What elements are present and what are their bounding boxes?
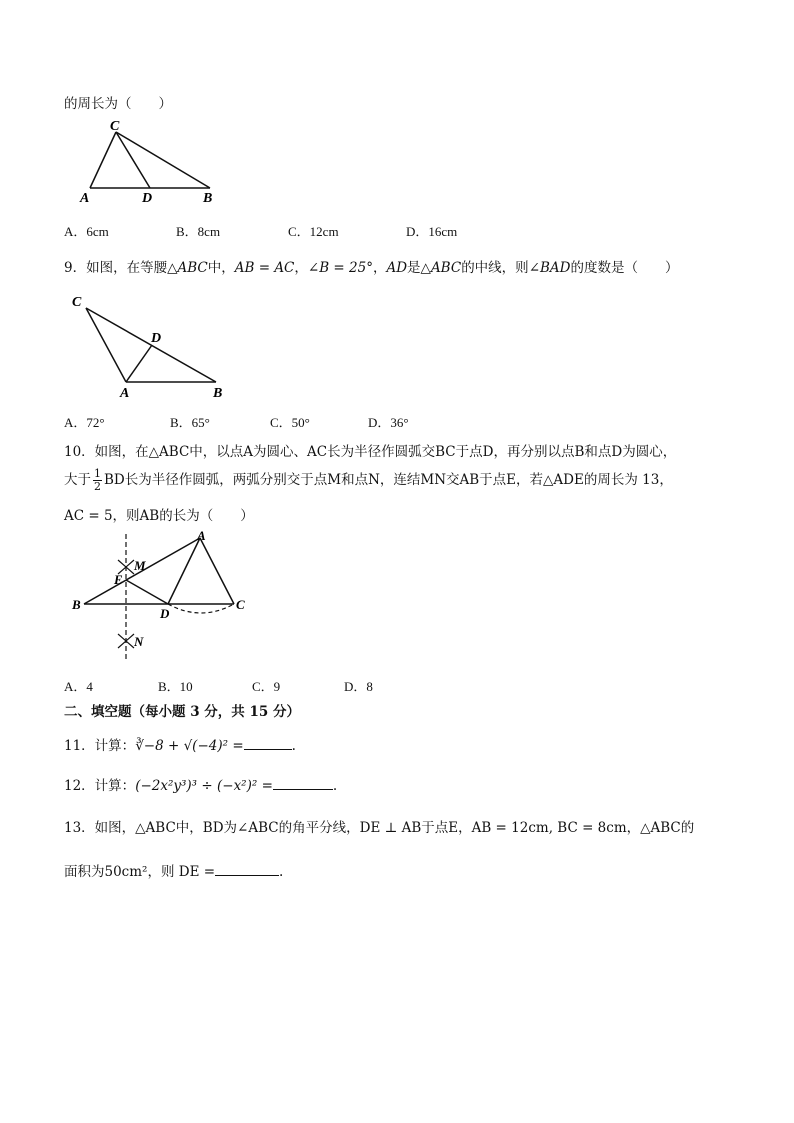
q9-label-b: B: [213, 386, 223, 401]
q8-label-b: B: [203, 191, 213, 206]
q9-label-a: A: [120, 386, 130, 401]
q8-figure: [70, 116, 230, 208]
q10-label-a: A: [197, 530, 206, 543]
q9-label-c: C: [72, 295, 82, 310]
q10-figure: [66, 530, 256, 665]
q8-label-c: C: [110, 119, 120, 134]
q11: 11．计算：∛−8 + √(−4)² = .: [64, 738, 296, 754]
q10-fraction: $\frac{1}{2}$: [94, 467, 101, 493]
q12: 12．计算：(−2x²y³)³ ÷ (−x²)² = .: [64, 778, 338, 794]
q11-answer-blank[interactable]: [244, 737, 292, 750]
q8-label-a: A: [80, 191, 90, 206]
q9-option-a: A．72°: [64, 415, 105, 430]
q10-stem-line1: 10．如图，在△ABC中，以点A为圆心、AC长为半径作圆弧交BC于点D，再分别以点B和点D为圆心，: [64, 444, 677, 460]
q10-label-e: E: [114, 572, 123, 587]
q10-stem-line2: 大于 $\frac{1}{2}$ BD长为半径作圆弧，两弧分别交于点M和点N，连结MN交AB于点E，若△ADE的周长为 13，: [64, 467, 673, 493]
q10-label-c: C: [236, 597, 245, 612]
q13-line2: 面积为50cm²，则 DE = .: [64, 864, 284, 880]
q9-figure: [68, 290, 238, 402]
q13-line1: 13．如图，△ABC中，BD为∠ABC的角平分线，DE ⊥ AB于点E，AB = 12cm, BC = 8cm，△ABC的: [64, 820, 695, 836]
q10-label-b: B: [72, 597, 81, 612]
q8-option-a: A．6cm: [64, 224, 109, 239]
q8-stem-tail: 的周长为（ ）: [64, 96, 172, 112]
q9-option-d: D．36°: [368, 415, 409, 430]
q13-answer-blank[interactable]: [215, 863, 279, 876]
q11-expression: ∛−8 + √(−4)² =: [135, 738, 244, 754]
q10-option-c: C．9: [252, 679, 281, 694]
q8-option-b: B．8cm: [176, 224, 221, 239]
q10-label-d: D: [160, 606, 170, 621]
q10-option-d: D．8: [344, 679, 373, 694]
q9-option-b: B．65°: [170, 415, 210, 430]
q8-option-d: D．16cm: [406, 224, 458, 239]
section-title-fill-in: 二、填空题（每小题 3 分，共 15 分）: [64, 704, 300, 720]
q10-stem-line3: AC = 5，则AB的长为（ ）: [64, 508, 254, 524]
q10-label-n: N: [134, 634, 144, 649]
q12-answer-blank[interactable]: [273, 777, 333, 790]
q9-option-c: C．50°: [270, 415, 310, 430]
q12-expression: (−2x²y³)³ ÷ (−x²)² =: [135, 778, 273, 794]
q10-option-a: A．4: [64, 679, 93, 694]
q9-stem: 9．如图，在等腰△ABC中，AB = AC，∠B = 25°，AD是△ABC的中线，则∠BAD的度数是（ ）: [64, 260, 679, 276]
q8-label-d: D: [142, 191, 153, 206]
q9-label-d: D: [151, 331, 162, 346]
q10-option-b: B．10: [158, 679, 193, 694]
q8-option-c: C．12cm: [288, 224, 339, 239]
q10-label-m: M: [134, 558, 146, 573]
